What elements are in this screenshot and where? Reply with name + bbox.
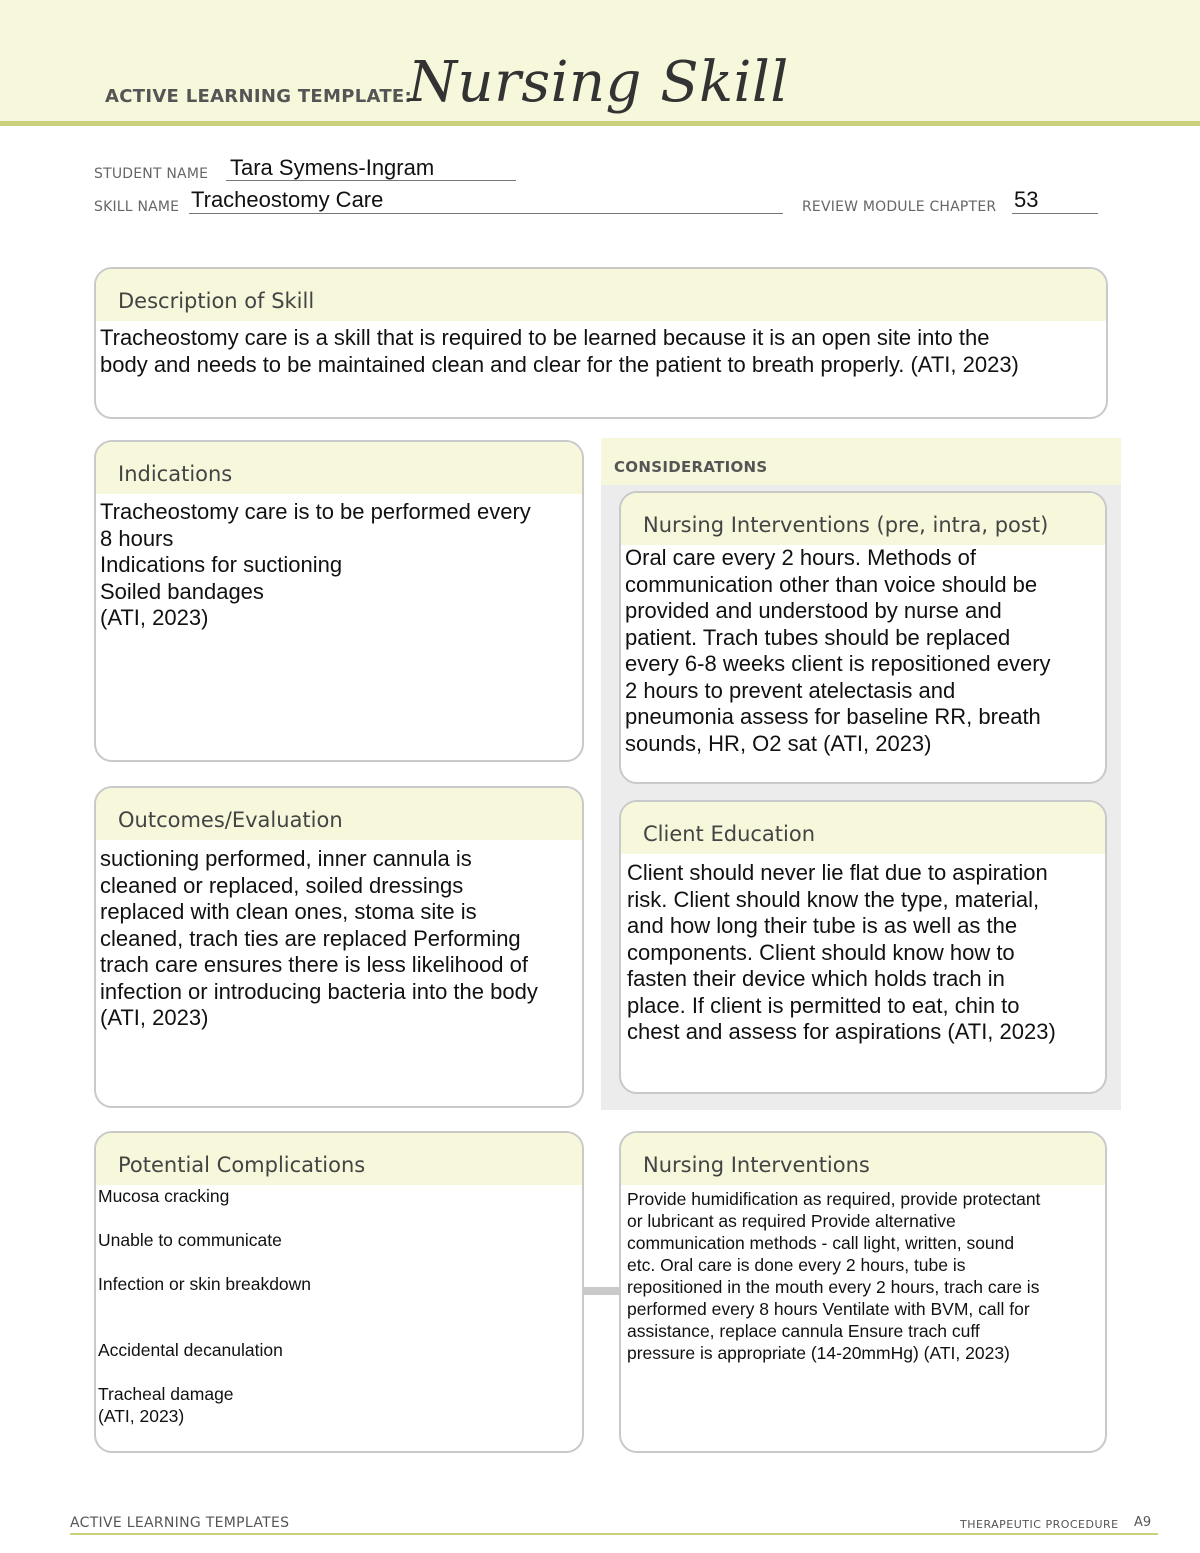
complication-item: Unable to communicate xyxy=(98,1230,282,1250)
indications-line: (ATI, 2023) xyxy=(100,605,209,630)
indications-line: 8 hours xyxy=(100,525,174,551)
outcomes-body xyxy=(96,840,582,1032)
complication-item: (ATI, 2023) xyxy=(98,1406,185,1426)
nursing-interventions-pip-line: sounds, HR, O2 sat (ATI, 2023) xyxy=(625,730,932,756)
indications-body xyxy=(96,494,582,632)
skill-name-label: SKILL NAME xyxy=(94,199,180,215)
client-education-line: risk. Client should know the type, material, xyxy=(627,886,1040,912)
connector-bar xyxy=(583,1287,621,1295)
nursing-interventions-line: or lubricant as required Provide alternative xyxy=(627,1211,956,1231)
nursing-interventions-pip-line: communication other than voice should be xyxy=(625,571,1038,597)
template-label: ACTIVE LEARNING TEMPLATE: xyxy=(105,86,412,107)
nursing-interventions-line: pressure is appropriate (14-20mmHg) (ATI, 2023) xyxy=(627,1343,1010,1363)
indications-line: Soiled bandages xyxy=(100,578,264,604)
complications-box xyxy=(94,1131,584,1453)
description-box xyxy=(94,267,1108,419)
indications-line: Indications for suctioning xyxy=(100,552,343,577)
footer-section: THERAPEUTIC PROCEDURE xyxy=(960,1518,1119,1531)
review-module-line xyxy=(1012,213,1098,214)
complications-body xyxy=(96,1185,582,1427)
review-module-field[interactable]: 53 xyxy=(1014,187,1039,212)
indications-box xyxy=(94,440,584,762)
nursing-interventions-line: Provide humidification as required, provide protectant xyxy=(627,1189,1041,1209)
client-education-line: Client should never lie flat due to aspiration xyxy=(627,860,1048,885)
nursing-interventions-pip-line: patient. Trach tubes should be replaced xyxy=(625,624,1011,650)
student-name-label: STUDENT NAME xyxy=(94,166,209,182)
nursing-interventions-line: performed every 8 hours Ventilate with BVM, call for xyxy=(627,1299,1030,1319)
client-education-title: Client Education xyxy=(621,802,1105,854)
description-line: Tracheostomy care is a skill that is required to be learned because it is an open site into the xyxy=(100,325,990,350)
outcomes-line: cleaned, trach ties are replaced Performing xyxy=(100,925,521,951)
skill-name-field[interactable]: Tracheostomy Care xyxy=(191,187,384,212)
page-title: Nursing Skill xyxy=(408,50,789,115)
outcomes-line: replaced with clean ones, stoma site is xyxy=(100,899,477,924)
review-module-label: REVIEW MODULE CHAPTER xyxy=(802,199,997,215)
outcomes-line: infection or introducing bacteria into the body xyxy=(100,978,538,1004)
nursing-interventions-pip-box xyxy=(619,491,1107,784)
complication-item: Accidental decanulation xyxy=(98,1340,283,1360)
footer-label: ACTIVE LEARNING TEMPLATES xyxy=(70,1515,290,1531)
outcomes-line: (ATI, 2023) xyxy=(100,1005,209,1030)
considerations-label: CONSIDERATIONS xyxy=(614,458,768,476)
complication-item: Mucosa cracking xyxy=(98,1186,230,1206)
outcomes-box xyxy=(94,786,584,1108)
client-education-line: components. Client should know how to xyxy=(627,939,1015,965)
complication-item: Tracheal damage xyxy=(98,1384,234,1404)
outcomes-line: suctioning performed, inner cannula is xyxy=(100,846,472,871)
nursing-interventions-pip-line: Oral care every 2 hours. Methods of xyxy=(625,545,976,570)
skill-name-line xyxy=(189,213,783,214)
student-name-field[interactable]: Tara Symens-Ingram xyxy=(230,155,435,180)
outcomes-line: cleaned or replaced, soiled dressings xyxy=(100,872,464,898)
client-education-box xyxy=(619,800,1107,1094)
nursing-interventions-line: repositioned in the mouth every 2 hours, trach care is xyxy=(627,1277,1040,1297)
client-education-line: chest and assess for aspirations (ATI, 2023) xyxy=(627,1019,1056,1044)
client-education-body xyxy=(621,854,1105,1046)
page-number: A9 xyxy=(1134,1515,1152,1530)
client-education-line: place. If client is permitted to eat, chin to xyxy=(627,992,1020,1018)
indications-title: Indications xyxy=(96,442,582,494)
description-title: Description of Skill xyxy=(96,269,1106,321)
nursing-interventions-pip-line: pneumonia assess for baseline RR, breath xyxy=(625,704,1041,729)
description-body xyxy=(96,321,1106,378)
outcomes-title: Outcomes/Evaluation xyxy=(96,788,582,840)
nursing-interventions-line: etc. Oral care is done every 2 hours, tube is xyxy=(627,1255,966,1275)
footer-rule xyxy=(70,1533,1158,1535)
nursing-interventions-pip-line: 2 hours to prevent atelectasis and xyxy=(625,677,956,703)
nursing-interventions-body xyxy=(621,1185,1105,1364)
indications-line: Tracheostomy care is to be performed every xyxy=(100,499,531,524)
nursing-interventions-pip-body xyxy=(621,545,1105,757)
client-education-line: fasten their device which holds trach in xyxy=(627,966,1005,991)
nursing-interventions-pip-line: every 6-8 weeks client is repositioned every xyxy=(625,651,1051,676)
complication-item: Infection or skin breakdown xyxy=(98,1274,312,1294)
client-education-line: and how long their tube is as well as the xyxy=(627,913,1018,938)
nursing-interventions-box xyxy=(619,1131,1107,1453)
header-rule xyxy=(0,121,1200,126)
complications-title: Potential Complications xyxy=(96,1133,582,1185)
outcomes-line: trach care ensures there is less likelihood of xyxy=(100,952,528,977)
nursing-interventions-line: assistance, replace cannula Ensure trach cuff xyxy=(627,1321,980,1341)
nursing-interventions-pip-title: Nursing Interventions (pre, intra, post) xyxy=(621,493,1105,545)
description-line: body and needs to be maintained clean and clear for the patient to breath properly. (ATI, 2023) xyxy=(100,351,1019,377)
nursing-interventions-title: Nursing Interventions xyxy=(621,1133,1105,1185)
nursing-interventions-pip-line: provided and understood by nurse and xyxy=(625,598,1002,623)
nursing-interventions-line: communication methods - call light, written, sound xyxy=(627,1233,1015,1253)
